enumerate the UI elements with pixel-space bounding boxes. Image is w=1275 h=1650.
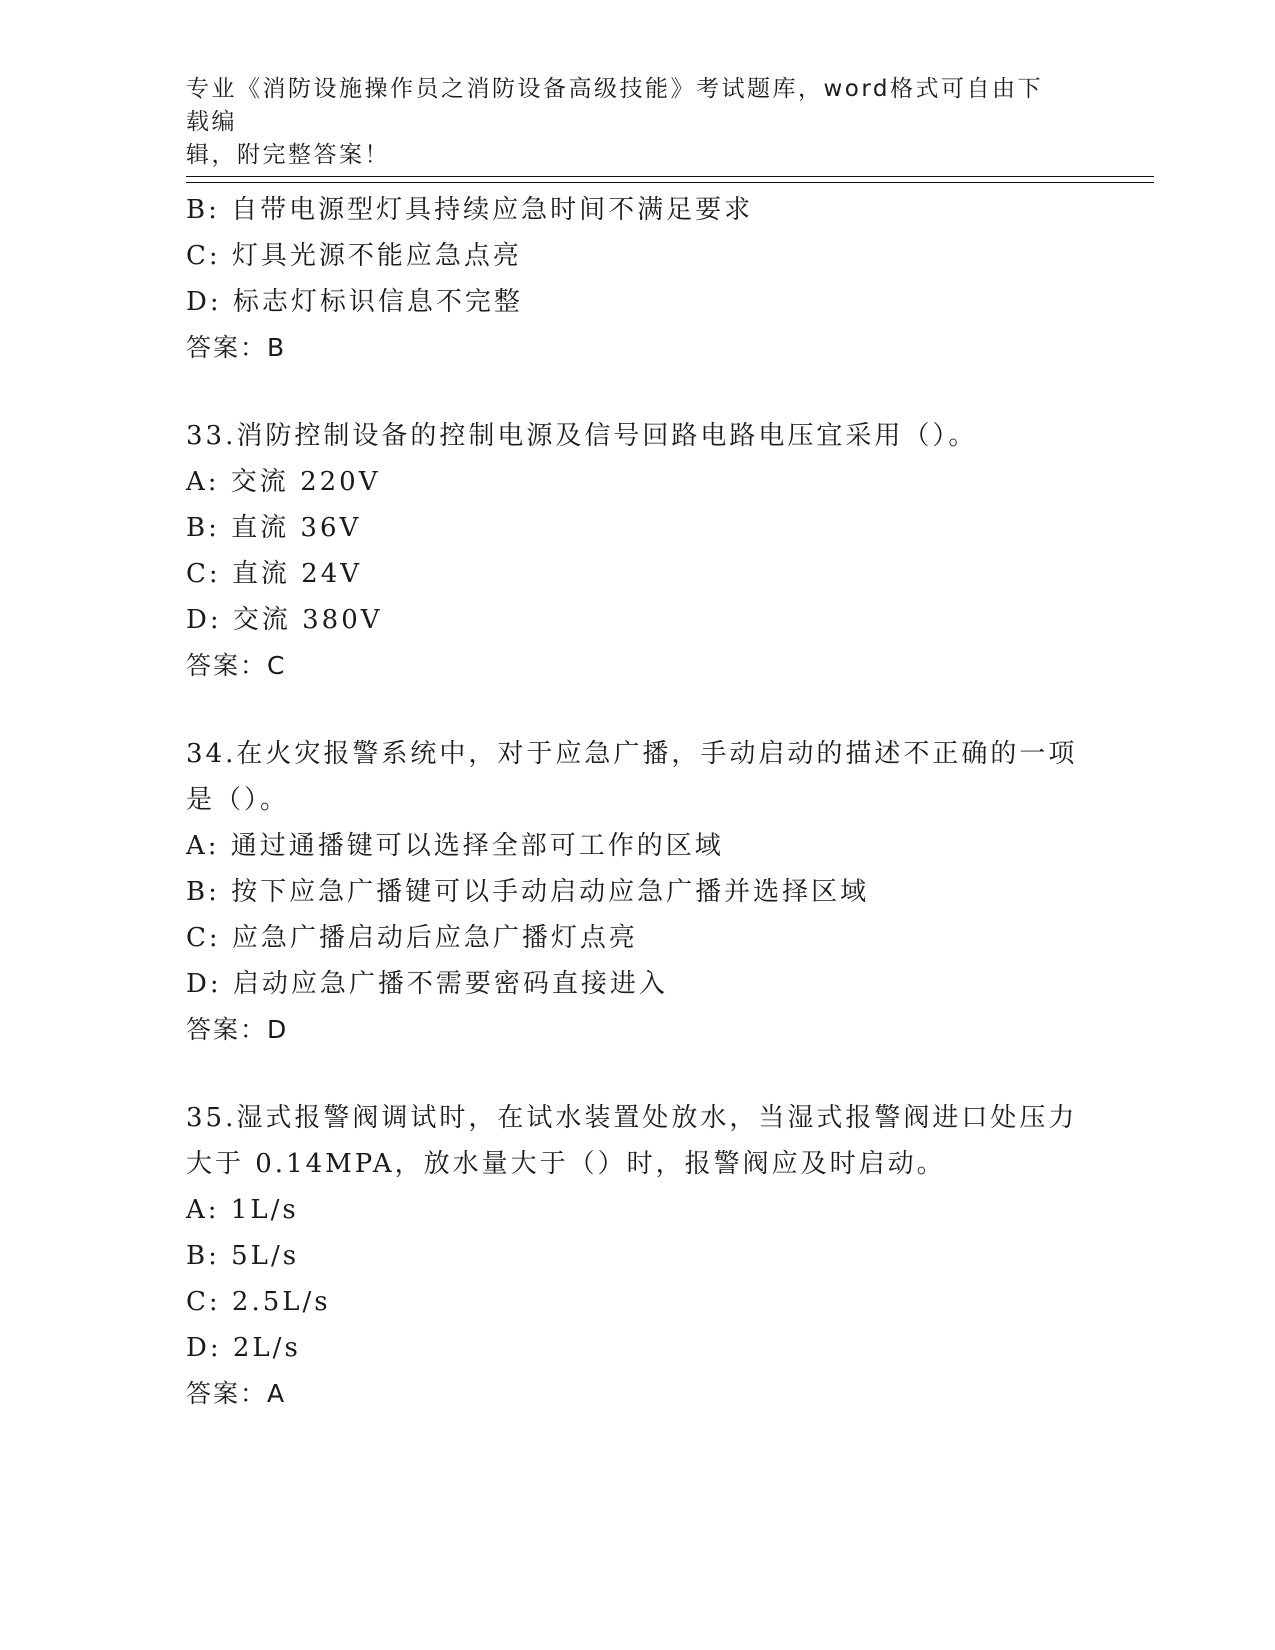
question-33 <box>186 413 1086 689</box>
question-stem-line-1: 35.湿式报警阀调试时，在试水装置处放水，当湿式报警阀进口处压力 <box>186 1103 1078 1133</box>
question-content <box>186 187 1086 1417</box>
option-c: C: 应急广播启动后应急广播灯点亮 <box>186 923 638 953</box>
question-stem: 33.消防控制设备的控制电源及信号回路电路电压宜采用（）。 <box>186 421 978 451</box>
option-a: A: 1L/s <box>186 1195 299 1225</box>
question-34 <box>186 731 1086 1053</box>
question-stem-line-2: 大于 0.14MPA，放水量大于（）时，报警阀应及时启动。 <box>186 1149 946 1179</box>
document-header <box>186 73 1066 172</box>
answer-line: 答案：B <box>186 333 287 362</box>
option-c: C: 灯具光源不能应急点亮 <box>186 241 522 271</box>
question-stem-line-1: 34.在火灾报警系统中，对于应急广播，手动启动的描述不正确的一项 <box>186 739 1078 769</box>
header-rule-bottom <box>186 182 1154 183</box>
header-line-1: 专业《消防设施操作员之消防设备高级技能》考试题库，word格式可自由下载编 <box>186 76 1044 135</box>
answer-line: 答案：C <box>186 651 287 680</box>
answer-line: 答案：D <box>186 1015 289 1044</box>
option-b: B: 按下应急广播键可以手动启动应急广播并选择区域 <box>186 877 870 907</box>
option-d: D: 启动应急广播不需要密码直接进入 <box>186 969 668 999</box>
option-a: A: 通过通播键可以选择全部可工作的区域 <box>186 831 724 861</box>
option-b: B: 直流 36V <box>186 513 362 543</box>
option-d: D: 交流 380V <box>186 605 383 635</box>
option-b: B: 自带电源型灯具持续应急时间不满足要求 <box>186 195 754 225</box>
option-c: C: 直流 24V <box>186 559 363 589</box>
option-d: D: 2L/s <box>186 1333 301 1363</box>
option-b: B: 5L/s <box>186 1241 300 1271</box>
header-rule-top <box>186 176 1154 177</box>
answer-line: 答案：A <box>186 1379 287 1408</box>
option-c: C: 2.5L/s <box>186 1287 331 1317</box>
question-32-tail <box>186 187 1086 371</box>
question-35 <box>186 1095 1086 1417</box>
option-a: A: 交流 220V <box>186 467 381 497</box>
header-line-2: 辑，附完整答案！ <box>186 142 390 168</box>
option-d: D: 标志灯标识信息不完整 <box>186 287 523 317</box>
question-stem-line-2: 是（）。 <box>186 785 290 815</box>
